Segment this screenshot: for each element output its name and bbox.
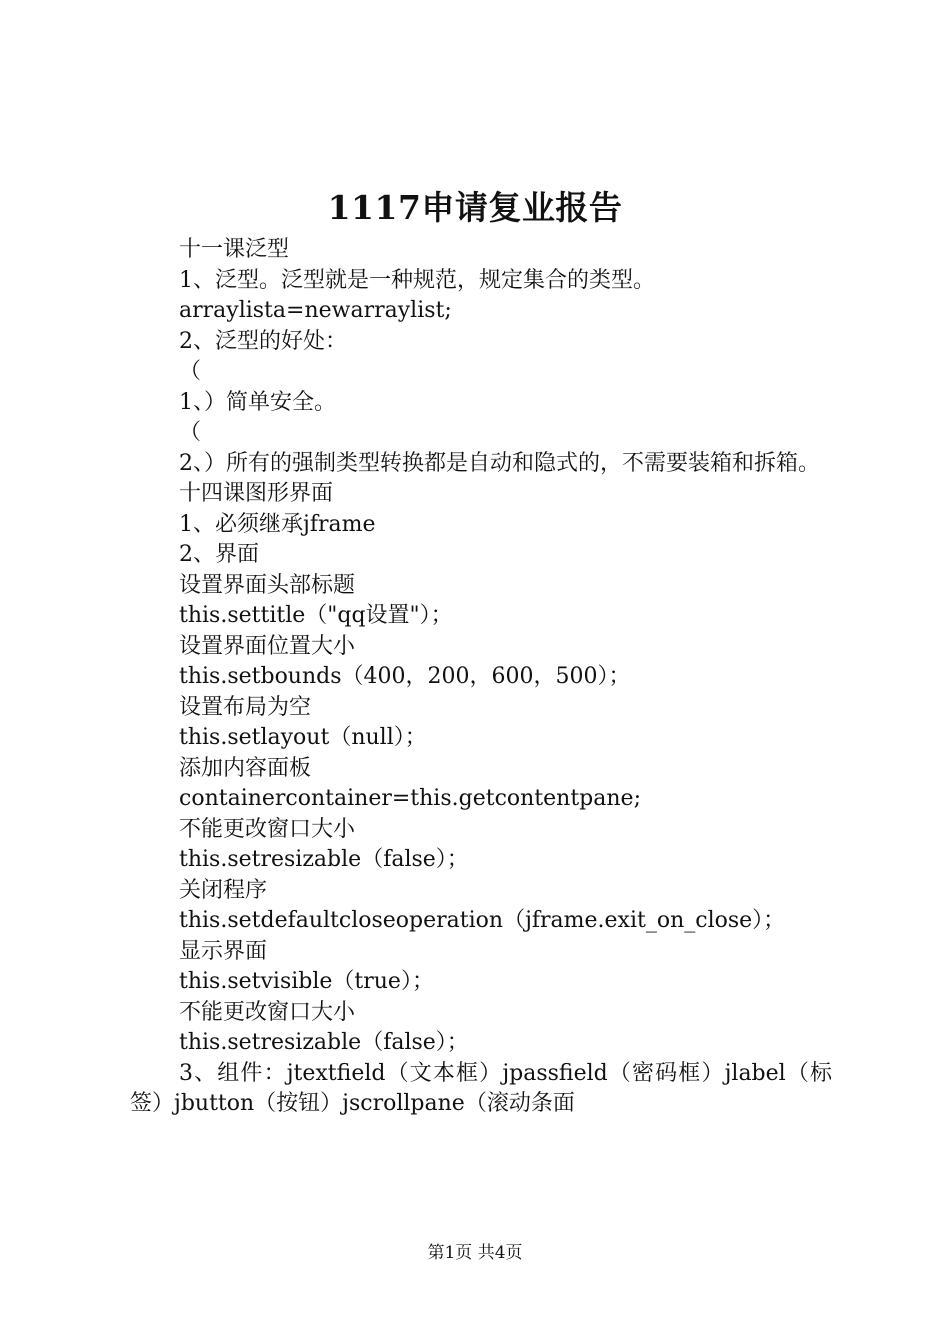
paragraph: 设置界面位置大小 — [179, 633, 356, 659]
paragraph: 2、界面 — [179, 542, 259, 567]
paragraph: 显示界面 — [179, 938, 268, 964]
paragraph: 1、必须继承jframe — [179, 511, 376, 537]
paragraph: （ — [179, 420, 202, 445]
paragraph: 设置界面头部标题 — [179, 572, 356, 598]
paragraph: （ — [179, 359, 202, 384]
paragraph: arraylista=newarraylist; — [179, 298, 452, 323]
document-body — [130, 235, 832, 1120]
paragraph: 设置布局为空 — [179, 694, 312, 720]
paragraph: 2、泛型的好处： — [179, 328, 347, 354]
paragraph: this.setbounds（400，200，600，500）； — [179, 664, 631, 689]
paragraph: this.setresizable（false）； — [179, 847, 469, 872]
paragraph: 不能更改窗口大小 — [179, 816, 356, 842]
paragraph: 关闭程序 — [179, 877, 268, 903]
paragraph: 2、）所有的强制类型转换都是自动和隐式的，不需要装箱和拆箱。 — [179, 450, 820, 476]
paragraph: 不能更改窗口大小 — [179, 999, 356, 1025]
paragraph: this.settitle（"qq设置"）； — [179, 603, 453, 628]
paragraph: 十一课泛型 — [179, 237, 290, 262]
paragraph: 1、泛型。泛型就是一种规范，规定集合的类型。 — [179, 267, 655, 293]
paragraph: this.setlayout（null）； — [179, 725, 427, 750]
paragraph: this.setresizable（false）； — [179, 1030, 469, 1055]
paragraph: this.setdefaultcloseoperation（jframe.exit_on_close）； — [179, 908, 786, 933]
paragraph: 添加内容面板 — [179, 755, 312, 781]
paragraph: containercontainer=this.getcontentpane; — [179, 786, 641, 811]
paragraph: this.setvisible（true）； — [179, 969, 434, 994]
paragraph: 十四课图形界面 — [179, 481, 334, 506]
page-footer: 第1页 共4页 — [427, 1243, 523, 1263]
paragraph: 1、）简单安全。 — [179, 389, 336, 415]
paragraph: 3、组件：jtextfield（文本框）jpassfield（密码框）jlabel（标签）jbutton（按钮）jscrollpane（滚动条面 — [130, 1060, 832, 1116]
document-title: 1117申请复业报告 — [327, 188, 623, 227]
